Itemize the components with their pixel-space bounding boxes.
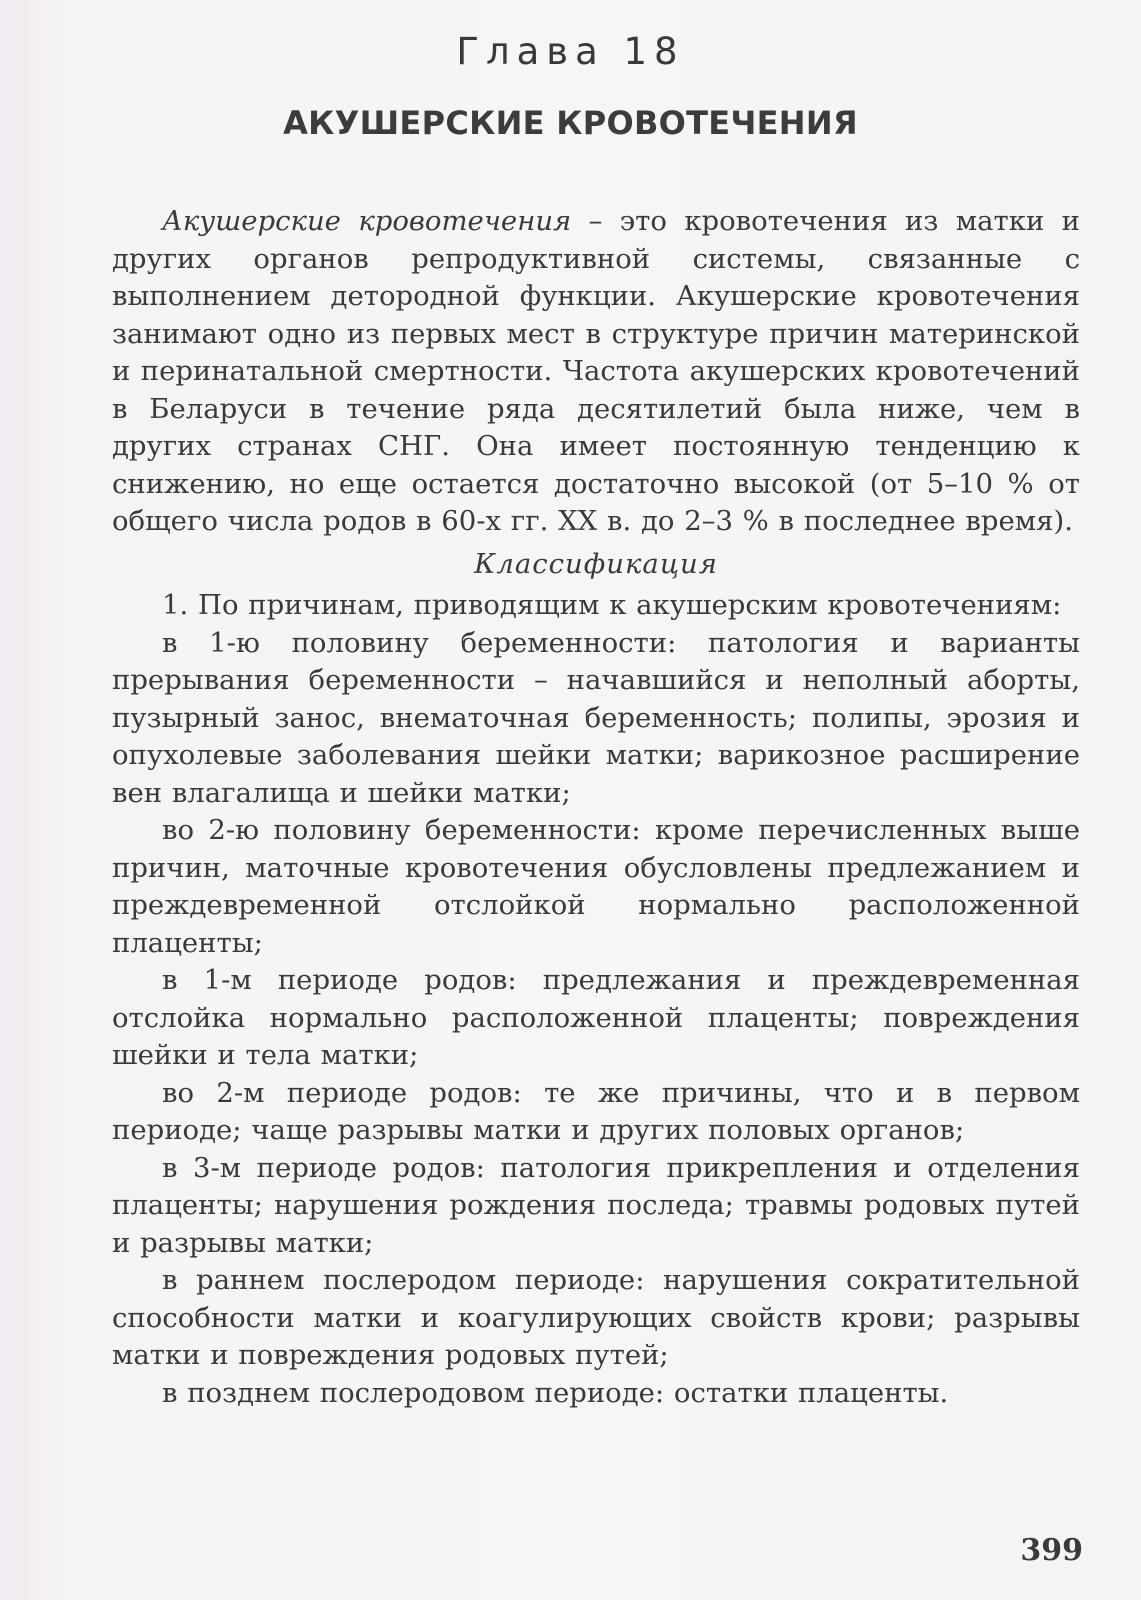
classification-paragraph-3: во 2-ю половину беременности: кроме перечисленных выше причин, маточные кровотечения обусловлены предлежанием и преждевременной отслойкой нормально расположенной плаценты; [112, 814, 1080, 959]
intro-text: – это кровотечения из матки и других органов репродуктивной системы, связанные с выполнением детородной функции. Акушерские кровотечения занимают одно из первых мест в структуре причин материнской и перинатальной смертности. Частота акушерских кровотечений в Беларуси в течение ряда десятилетий была ниже, чем в других странах СНГ. Она имеет постоянную тенденцию к снижению, но еще остается достаточно высокой (от 5–10 % от общего числа родов в 60-х гг. XX в. до 2–3 % в последнее время). [112, 205, 1080, 537]
intro-term: Акушерские кровотечения [162, 205, 572, 237]
classification-paragraph-6: в 3-м периоде родов: патология прикрепления и отделения плаценты; нарушения рождения последа; травмы родовых путей и разрывы матки; [112, 1151, 1080, 1259]
classification-paragraph-1: 1. По причинам, приводящим к акушерским кровотечениям: [162, 589, 1062, 621]
classification-paragraph-2: в 1-ю половину беременности: патология и варианты прерывания беременности – начавшийся и неполный аборты, пузырный занос, внематочная беременность; полипы, эрозия и опухолевые заболевания шейки матки; варикозное расширение вен влагалища и шейки матки; [112, 626, 1080, 809]
page-number: 399 [1020, 1533, 1083, 1568]
chapter-title: АКУШЕРСКИЕ КРОВОТЕЧЕНИЯ [283, 104, 858, 142]
classification-paragraph-7: в раннем послеродом периоде: нарушения сократительной способности матки и коагулирующих свойств крови; разрывы матки и повреждения родовых путей; [112, 1264, 1080, 1371]
chapter-label: Глава 18 [456, 30, 685, 73]
intro-paragraph [112, 203, 1080, 541]
classification-paragraph-8: в позднем послеродовом периоде: остатки плаценты. [162, 1376, 949, 1409]
page-body [112, 203, 1080, 1412]
classification-paragraph-4: в 1-м периоде родов: предлежания и преждевременная отслойка нормально расположенной плаценты; повреждения шейки и тела матки; [112, 964, 1080, 1071]
classification-paragraph-5: во 2-м периоде родов: те же причины, что и в первом периоде; чаще разрывы матки и других половых органов; [112, 1076, 1080, 1146]
section-heading: Классификация [474, 547, 718, 580]
